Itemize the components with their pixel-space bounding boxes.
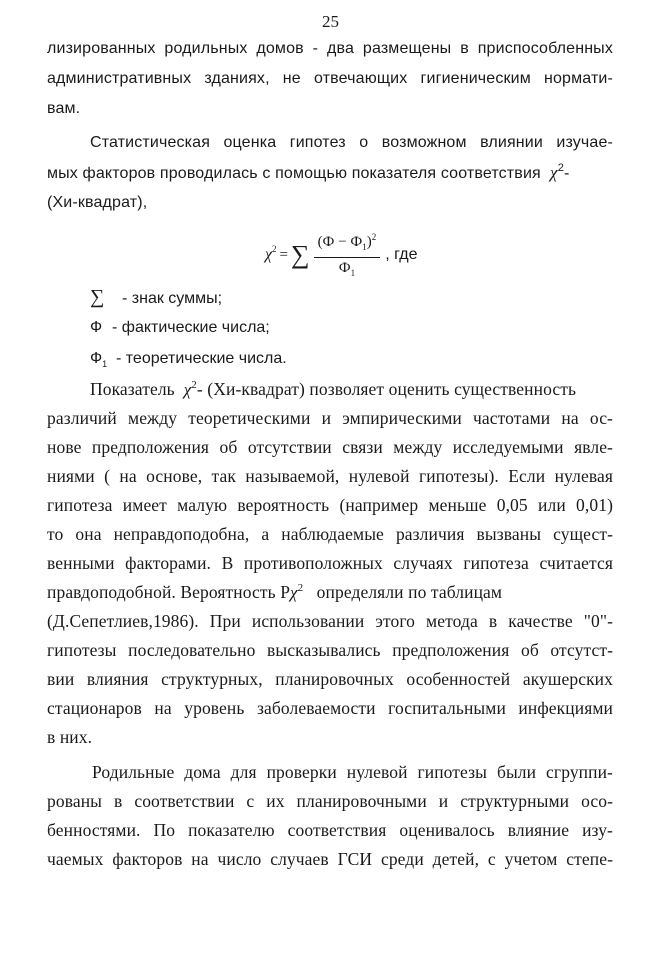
denominator-sub: 1 xyxy=(350,268,356,278)
formula-chi-sup: 2 xyxy=(272,244,277,254)
formula-chi: χ xyxy=(265,246,273,263)
paragraph3-line11: вии влияния структурных, планировочных особенностей акушерских xyxy=(47,669,613,689)
formula-sigma: ∑ xyxy=(291,240,310,269)
numerator-text: (Ф − Ф xyxy=(317,234,363,250)
paragraph2-line2 xyxy=(47,158,613,188)
paragraph3-chi-sup: 2 xyxy=(191,379,197,391)
paragraph3-line7: венными факторами. В противоположных случаях гипотеза считается xyxy=(47,553,613,573)
definition-symbol-actual: Ф xyxy=(90,319,103,336)
paragraph1-line3: вам. xyxy=(47,100,81,117)
paragraph3-chi: χ xyxy=(183,380,192,399)
definition-text-theoretical: - теоретические числа. xyxy=(116,350,287,367)
numerator-sub: 1 xyxy=(362,242,367,252)
paragraph1-line1: лизированных родильных домов - два размещены в приспособленных xyxy=(47,40,613,57)
paragraph3-line3: нове предположения об отсутствии связи между исследуемыми явле- xyxy=(47,437,613,457)
page-number: 25 xyxy=(322,12,339,31)
definition-actual xyxy=(90,313,270,343)
definition-text-actual: - фактические числа; xyxy=(112,319,270,336)
paragraph3-line10: гипотезы последовательно высказывались предположения об отсутст- xyxy=(47,640,613,660)
formula-equals: = xyxy=(279,246,289,263)
definition-text-sum: - знак суммы; xyxy=(122,290,223,307)
paragraph3-line8-end: определяли по таблицам xyxy=(316,582,503,602)
definition-symbol-theoretical-text: Ф xyxy=(90,350,103,367)
paragraph3-line1-rest: - (Хи-квадрат) позволяет оценить существенность xyxy=(196,379,577,399)
chi-symbol: χ xyxy=(550,163,558,182)
paragraph4-line1: Родильные дома для проверки нулевой гипотезы были сгруппи- xyxy=(92,762,613,782)
paragraph3-line8 xyxy=(47,577,613,607)
paragraph3-line6: то она неправдоподобна, а наблюдаемые различия вызваны сущест- xyxy=(47,524,613,544)
formula-fraction xyxy=(314,228,381,282)
definition-symbol-sum: ∑ xyxy=(90,286,105,308)
paragraph4-line2: рованы в соответствии с их планировочными и структурными осо- xyxy=(47,791,613,811)
paragraph3-line2: различий между теоретическими и эмпирическими частотами на ос- xyxy=(47,408,613,428)
denominator-text: Ф xyxy=(338,260,351,276)
definition-theoretical xyxy=(90,344,287,374)
paragraph3-line13: в них. xyxy=(47,727,93,747)
paragraph3-line1 xyxy=(90,374,613,404)
paragraph3-line5: гипотеза имеет малую вероятность (например меньше 0,05 или 0,01) xyxy=(47,495,613,515)
chi-suffix: - xyxy=(563,165,570,182)
formula-numerator: $(Ф - Ф_1)^2$ xyxy=(314,228,381,258)
paragraph2-line3: (Хи-квадрат), xyxy=(47,194,148,211)
paragraph3-line8-chi: χ xyxy=(290,583,298,602)
paragraph3-line9: (Д.Сепетлиев,1986). При использовании этого метода в качестве "0"- xyxy=(47,611,613,631)
definition-sum xyxy=(90,282,222,312)
paragraph4-line3: бенностями. По показателю соответствия оценивалось влияние изу- xyxy=(47,820,613,840)
paragraph1-line2: административных зданиях, не отвечающих гигиеническим нормати- xyxy=(47,70,613,87)
paragraph2-line2-text: мых факторов проводилась с помощью показателя соответствия xyxy=(47,165,541,182)
formula-suffix: , где xyxy=(385,246,418,263)
definition-symbol-theoretical-sub: 1 xyxy=(102,359,108,370)
paragraph3-line12: стационаров на уровень заболеваемости госпитальными инфекциями xyxy=(47,698,613,718)
numerator-sup: 2 xyxy=(371,232,377,242)
paragraph3-line4: ниями ( на основе, так называемой, нулевой гипотезы). Если нулевая xyxy=(47,466,613,486)
paragraph4-line4: чаемых факторов на число случаев ГСИ среди детей, с учетом степе- xyxy=(47,849,613,869)
chi-superscript: 2 xyxy=(557,162,564,174)
formula-denominator xyxy=(339,258,355,282)
paragraph3-line8-chi-sup: 2 xyxy=(297,582,304,594)
paragraph3-line8-start: правдоподобной. Вероятность Р xyxy=(47,582,291,602)
paragraph3-line1-start: Показатель xyxy=(90,379,175,399)
paragraph2-line1: Статистическая оценка гипотез о возможном влиянии изучае- xyxy=(90,134,613,151)
chi-square-formula xyxy=(265,229,417,281)
